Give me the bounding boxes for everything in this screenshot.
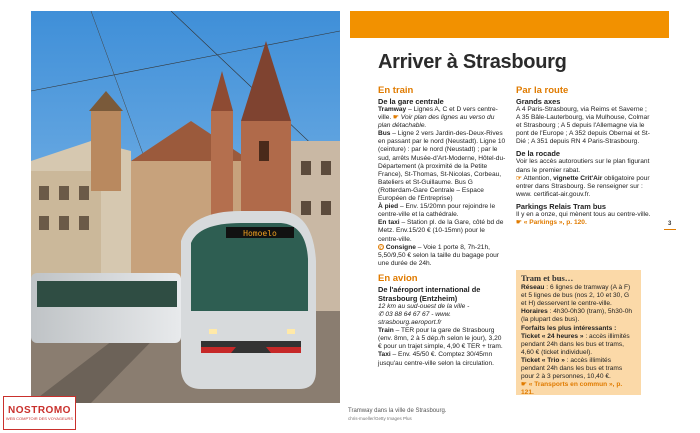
plane-subheading: De l'aéroport international de Strasbourg (Entzheim) <box>378 284 481 303</box>
taxi-text: – Station pl. de la Gare, côté bd de Metz. Env.15/20 € (10-15mn) pour le centre-ville. <box>378 219 504 243</box>
box-title: Tram et bus… <box>521 273 574 283</box>
box-fares <box>521 325 636 333</box>
header-bar <box>350 11 669 38</box>
tram-label: Tramway <box>378 106 407 113</box>
rocade-title: De la rocade <box>516 149 560 159</box>
parking-text: Il y en a onze, qui mènent tous au centre-ville. <box>516 210 651 218</box>
rocade-text: Voir les accès autoroutiers sur le plan figurant dans le premier rabat. <box>516 158 650 174</box>
page-number: 3 <box>668 221 672 227</box>
section-train-heading: En train <box>378 85 414 96</box>
vignette-pre: Attention, <box>521 174 554 182</box>
watermark-name: NOSTROMO <box>8 405 71 416</box>
plane-taxi-paragraph <box>378 351 506 367</box>
box-ticket24 <box>521 333 636 357</box>
bus-label: Bus <box>378 130 391 138</box>
box-ref-text: ☛ « Transports en commun », p. 121. <box>521 381 623 397</box>
plane-taxi-text: – Env. 45/50 €. Comptez 30/45mn jusqu'au centre-ville selon la circulation. <box>378 351 494 367</box>
photo-credit: chris-mueller/Getty Images Plus <box>348 416 412 421</box>
network-label: Réseau <box>521 284 545 292</box>
photo-caption <box>348 408 498 422</box>
trio-label: Ticket « Trio » <box>521 356 565 364</box>
network-text: : 6 lignes de tramway (A à F) et 5 lignes de bus (nos 2, 10 et 30, G et H) desservent le centre-ville. <box>521 284 631 308</box>
parking-title: Parkings Relais Tram bus <box>516 201 606 211</box>
plane-train-paragraph <box>378 327 506 351</box>
box-network <box>521 284 636 308</box>
nostromo-watermark <box>3 396 76 430</box>
vignette-text: obligatoire pour entrer dans Strasbourg. Se renseigner sur : www. certificat-air.gouv.fr. <box>516 174 650 198</box>
airport-location: 12 km au sud-ouest de la ville - <box>378 302 470 310</box>
section-plane-heading: En avion <box>378 272 418 284</box>
train-tram-paragraph <box>378 106 506 130</box>
plane-location <box>378 303 506 311</box>
box-trio <box>521 357 636 381</box>
fares-label: Forfaits les plus intéressants : <box>521 324 617 332</box>
luggage-icon: ✆ <box>379 244 383 250</box>
consigne-text: – Voie 1 porte 8, 7h-21h, 5,50/9,50 € selon la taille du bagage pour une durée de 24h. <box>378 243 499 267</box>
left-column <box>378 85 506 368</box>
walk-label: À pied <box>378 203 399 211</box>
tram-photo <box>31 11 340 403</box>
tram-destination-display: Homoelo <box>243 229 277 238</box>
box-hours <box>521 308 636 324</box>
train-walk-paragraph <box>378 203 506 219</box>
parking-paragraph <box>516 211 652 227</box>
tram-ref: Voir plan des lignes au verso du plan détachable. <box>378 114 495 130</box>
train-taxi-paragraph <box>378 219 506 243</box>
train-bus-paragraph <box>378 130 506 203</box>
bus-text: – Ligne 2 vers Jardin-des-Deux-Rives en passant par le nord (Neustadt). Ligne 10 (ceinture) : par le nord (Neustadt) ; par le sud, arrêts Musée-d'Art-Moderne, Hôtel-du-Département (à proximité de la Petite France), St-Thomas, St-Nicolas, Corbeau, Bateliers et St-Guillaume. Bus G (Rotterdam-Gare Centrale – Espace Européen de l'Entreprise) <box>378 130 506 203</box>
ticket24-label: Ticket « 24 heures » <box>521 332 584 340</box>
section-road-heading: Par la route <box>516 85 569 96</box>
axes-text: A 4 Paris-Strasbourg, via Reims et Saverne ; A 35 Bâle-Lauterbourg, via Mulhouse, Colmar et Strasbourg ; A 5 depuis l'Allemagne via le pont de l'Europe ; A 352 depuis Obernai et St-Dié ; A 351 depuis RN 4 Paris-Strasbourg. <box>516 106 650 146</box>
train-subheading: De la gare centrale <box>378 97 444 106</box>
plane-taxi-label: Taxi <box>378 351 391 359</box>
consigne-label: Consigne <box>385 243 416 251</box>
pointer-icon: ☞ <box>516 174 522 182</box>
box-ref <box>521 381 636 397</box>
parking-ref: ☛ « Parkings », p. 120. <box>516 219 587 227</box>
caption-text: Tramway dans la ville de Strasbourg. <box>348 408 447 414</box>
vignette-bold: vignette Crit'Air <box>553 174 603 182</box>
trio-text: : accès illimités pendant 24h dans les bus et trams pour 2 à 3 personnes, 10,40 €. <box>521 356 623 381</box>
taxi-label: En taxi <box>378 219 400 227</box>
page-number-rule <box>664 229 676 230</box>
plane-train-text: – TER pour la gare de Strasbourg (env. 8mn, 2 à 5 dép./h selon le jour), 3,20 € pour un trajet simple, 4,90 € TER + tram. <box>378 327 503 351</box>
watermark-tagline: WEB COMPTOIR DES VOYAGEURS <box>5 416 74 421</box>
tram-text: – Lignes A, C et D vers centre-ville. <box>378 106 498 122</box>
hours-label: Horaires <box>521 308 548 316</box>
plane-phone <box>378 311 506 327</box>
tram-bus-box <box>516 270 641 395</box>
vignette-paragraph <box>516 175 652 199</box>
right-column <box>516 85 652 227</box>
airport-phone: ✆ 03 88 64 67 67 - www. strasbourg.aeroport.fr <box>378 310 451 327</box>
train-consigne-paragraph <box>378 244 506 268</box>
plane-train-label: Train <box>378 327 394 335</box>
ticket24-text: : accès illimités pendant 24h dans les bus et trams, 4,60 € (ticket individuel). <box>521 332 630 356</box>
page-title: Arriver à Strasbourg <box>378 51 567 73</box>
hours-text: : 4h30-0h30 (tram), 5h30-0h (la plupart des bus). <box>521 308 633 324</box>
reference-icon: ☛ <box>393 114 399 122</box>
axes-title: Grands axes <box>516 97 561 106</box>
walk-text: – Env. 15/20mn pour rejoindre le centre-ville et la cathédrale. <box>378 203 496 219</box>
